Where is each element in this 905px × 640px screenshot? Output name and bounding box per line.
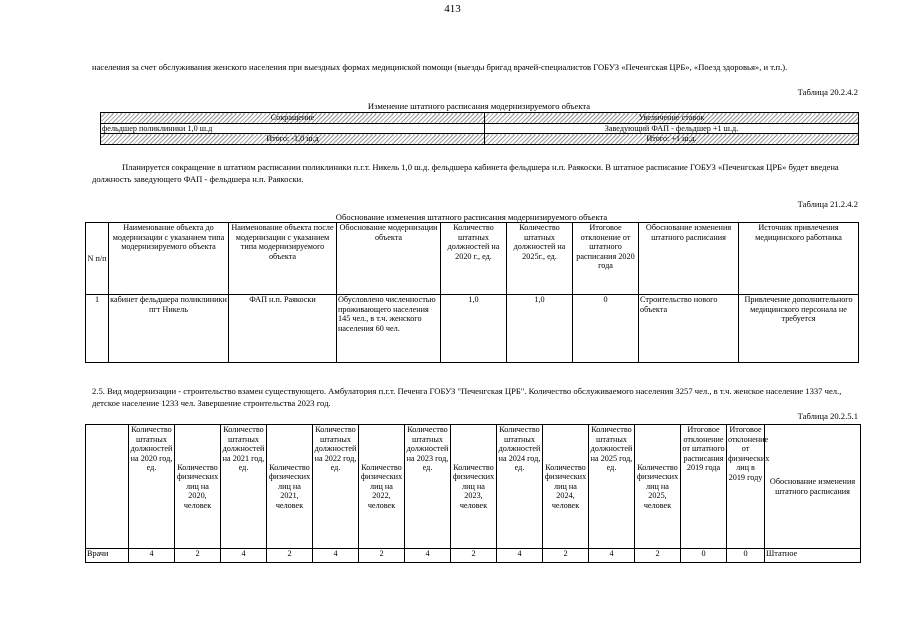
paragraph-reduction: Планируется сокращение в штатном расписании поликлиники п.г.т. Никель 1,0 ш.д. фельдшера кабинета фельдшера н.п. Раякоски. В штатное расписание ГОБУЗ «Печенгская ЦРБ» будет введена должность заведующего ФАП - фельдшера н.п. Раякоски. xyxy=(92,162,839,184)
col-positions-2023: Количество штатных должностей на 2023 год, ед. xyxy=(405,425,451,549)
value-positions-2022: 4 xyxy=(313,549,359,563)
col-persons-2021: Количество физических лиц на 2021, человек xyxy=(267,425,313,549)
col-positions-2024: Количество штатных должностей на 2024 год, ед. xyxy=(497,425,543,549)
col-persons-2020: Количество физических лиц на 2020, человек xyxy=(175,425,221,549)
col-object-before: Наименование объекта до модернизации с указанием типа модернизируемого объекта xyxy=(109,223,229,295)
col-positions-2025: Количество штатных должностей на 2025 год, ед. xyxy=(589,425,635,549)
row-deviation: 0 xyxy=(573,295,639,363)
row-positions-2025: 1,0 xyxy=(507,295,573,363)
col-persons-2025: Количество физических лиц на 2025, человек xyxy=(635,425,681,549)
value-positions-2024: 4 xyxy=(497,549,543,563)
col-total-deviation-persons: Итоговое отклонение от физических лиц в 2019 году xyxy=(727,425,765,549)
value-positions-2020: 4 xyxy=(129,549,175,563)
col-change-reason: Обоснование изменения штатного расписания xyxy=(639,223,739,295)
col-total-deviation-staff: Итоговое отклонение от штатного расписания 2019 года xyxy=(681,425,727,549)
reduction-cell: фельдшер поликлиники 1,0 ш.д xyxy=(101,123,485,134)
row-staff-source: Привлечение дополнительного медицинского персонала не требуется xyxy=(739,295,859,363)
row-object-after: ФАП н.п. Раякоски xyxy=(229,295,337,363)
col-positions-2025: Количество штатных должностей на 2025г., ед. xyxy=(507,223,573,295)
value-deviation-persons: 0 xyxy=(727,549,765,563)
value-positions-2025: 4 xyxy=(589,549,635,563)
staffing-change-table xyxy=(100,112,859,145)
row-number: 1 xyxy=(86,295,109,363)
staff-forecast-table xyxy=(85,424,861,563)
value-change-reason: Штатное xyxy=(765,549,861,563)
col-positions-2022: Количество штатных должностей на 2022 год, ед. xyxy=(313,425,359,549)
col-positions-2020: Количество штатных должностей на 2020 год, ед. xyxy=(129,425,175,549)
col-persons-2022: Количество физических лиц на 2022, человек xyxy=(359,425,405,549)
col-category xyxy=(86,425,129,549)
value-persons-2023: 2 xyxy=(451,549,497,563)
col-persons-2023: Количество физических лиц на 2023, человек xyxy=(451,425,497,549)
col-change-reason: Обоснование изменения штатного расписания xyxy=(765,425,861,549)
table3-label: Таблица 20.2.5.1 xyxy=(797,411,858,421)
paragraph-modernization: 2.5. Вид модернизации - строительство взамен существующего. Амбулатория п.г.т. Печенга ГОБУЗ "Печенгская ЦРБ". Количество обслуживаемого населения 3257 чел., в т.ч. женское население 1337 чел., детское население 1233 чел. Завершение строительства 2023 год. xyxy=(92,386,842,408)
value-persons-2020: 2 xyxy=(175,549,221,563)
justification-table xyxy=(85,222,859,363)
table1-title: Изменение штатного расписания модернизируемого объекта xyxy=(367,101,591,111)
row-category: Врачи xyxy=(86,549,129,563)
increase-cell: Заведующий ФАП - фельдшер +1 ш.д. xyxy=(485,123,859,134)
table2-label: Таблица 21.2.4.2 xyxy=(797,199,858,209)
value-persons-2024: 2 xyxy=(543,549,589,563)
table2-title: Обоснование изменения штатного расписания модернизируемого объекта xyxy=(335,212,608,222)
col-staff-source: Источник привлечения медицинского работника xyxy=(739,223,859,295)
value-persons-2021: 2 xyxy=(267,549,313,563)
header-reduction: Сокращение xyxy=(101,113,485,124)
col-positions-2021: Количество штатных должностей на 2021 год, ед. xyxy=(221,425,267,549)
value-persons-2025: 2 xyxy=(635,549,681,563)
col-justification: Обоснование модернизации объекта xyxy=(337,223,441,295)
total-reduction: Итого: -1,0 ш.д xyxy=(101,134,485,145)
value-positions-2021: 4 xyxy=(221,549,267,563)
col-persons-2024: Количество физических лиц на 2024, человек xyxy=(543,425,589,549)
col-number: N п/п xyxy=(86,223,109,295)
value-persons-2022: 2 xyxy=(359,549,405,563)
row-positions-2020: 1,0 xyxy=(441,295,507,363)
col-deviation: Итоговое отклонение от штатного расписания 2020 года xyxy=(573,223,639,295)
table1-label: Таблица 20.2.4.2 xyxy=(797,87,858,97)
header-increase: Увеличение ставок xyxy=(485,113,859,124)
row-justification: Обусловлено численностью проживающего населения 145 чел., в т.ч. женского населения 60 чел. xyxy=(337,295,441,363)
value-positions-2023: 4 xyxy=(405,549,451,563)
row-object-before: кабинет фельдшера поликлиники пгт Никель xyxy=(109,295,229,363)
col-positions-2020: Количество штатных должностей на 2020 г., ед. xyxy=(441,223,507,295)
row-change-reason: Строительство нового объекта xyxy=(639,295,739,363)
intro-paragraph: населения за счет обслуживания женского населения при выездных формах медицинской помощи (выезды бригад врачей-специалистов ГОБУЗ «Печенгская ЦРБ», «Поезд здоровья», и т.п.). xyxy=(92,62,788,72)
col-object-after: Наименование объекта после модернизации с указанием типа модернизируемого объекта xyxy=(229,223,337,295)
value-deviation-staff: 0 xyxy=(681,549,727,563)
page-number: 413 xyxy=(444,3,461,15)
total-increase: Итого: +1 ш.д. xyxy=(485,134,859,145)
